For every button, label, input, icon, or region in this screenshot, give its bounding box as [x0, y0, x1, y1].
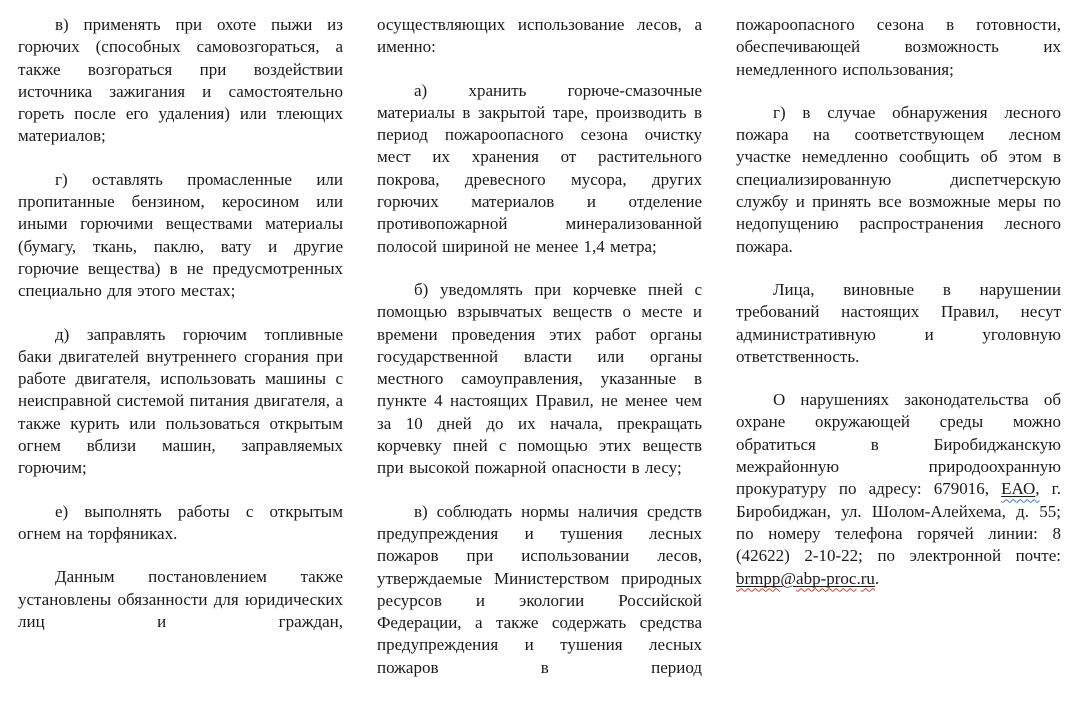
- paragraph-item-v2-continuation: пожароопасного сезона в готовности, обеспечивающей возможность их немедленного использования;: [736, 15, 1061, 79]
- paragraph-item-b: б) уведомлять при корчевке пней с помощью взрывчатых веществ о месте и времени проведения этих работ органы государственной власти или органы местного самоуправления, указанные в пункте 4 настоящих Правил, не менее чем за 10 дней до их начала, прекращать корчевку пней с помощью этих веществ при высокой пожарной опасности в лесу;: [377, 279, 702, 478]
- email-link[interactable]: [736, 569, 875, 588]
- email-dot: .: [856, 568, 861, 588]
- paragraph-item-g: г) оставлять промасленные или пропитанные бензином, керосином или иными горючими веществами материалы (бумагу, ткань, паклю, вату и другие горючие вещества) в не предусмотренных специально для этого местах;: [18, 169, 343, 301]
- contact-text-before-region: О нарушениях законодательства об охране окружающей среды можно обратиться в Биробиджанскую межрайонную природоохранную прокуратуру по адресу: 679016,: [736, 390, 1061, 499]
- email-at-sign: @: [780, 568, 797, 588]
- paragraph-item-v: в) применять при охоте пыжи из горючих (способных самовозгораться, а также возгораться при воздействии источника зажигания и самостоятельно гореть после его удаления) или тлеющих материалов;: [18, 15, 343, 146]
- text-column-1: [18, 14, 343, 718]
- email-user-part: brmpp: [736, 568, 781, 588]
- paragraph-item-g2: г) в случае обнаружения лесного пожара на соответствующем лесном участке немедленно сообщить об этом в специализированную диспетчерскую службу и принять все возможные меры по недопущению распространения лесного пожара.: [736, 102, 1061, 256]
- contact-text-address-phone: г. Биробиджан, ул. Шолом-Алейхема, д. 55; по номеру телефона горячей линии: 8 (42622) 2-10-22; по электронной почте:: [736, 479, 1061, 566]
- region-abbreviation-underlined: ЕАО: [1001, 479, 1036, 499]
- paragraph-item-d: д) заправлять горючим топливные баки двигателей внутреннего сгорания при работе двигателя, использовать машины с неисправной системой питания двигателя, а также курить или пользоваться открытым огнем вблизи машин, заправляемых горючим;: [18, 324, 343, 478]
- region-comma: ,: [1035, 479, 1040, 499]
- paragraph-prosecutor-contacts: [736, 389, 1061, 590]
- paragraph-item-e: е) выполнять работы с открытым огнем на торфяниках.: [18, 501, 343, 543]
- text-column-2: [377, 14, 702, 718]
- paragraph-item-a: а) хранить горюче-смазочные материалы в закрытой таре, производить в период пожароопасного сезона очистку мест их хранения от растительного покрова, древесного мусора, других горючих материалов и отделение противопожарной минерализованной полосой шириной не менее 1,4 метра;: [377, 80, 702, 256]
- grammar-check-region: [1001, 479, 1039, 498]
- text-column-3: [736, 14, 1061, 718]
- paragraph-resolution-duties: Данным постановлением также установлены обязанности для юридических лиц и граждан,: [18, 567, 343, 631]
- paragraph-duties-continuation: осуществляющих использование лесов, а именно:: [377, 15, 702, 57]
- email-tld-part: ru: [860, 568, 875, 588]
- email-domain-part: abp-proc: [796, 568, 857, 588]
- paragraph-liability: Лица, виновные в нарушении требований настоящих Правил, несут административную и уголовную ответственность.: [736, 279, 1061, 366]
- sentence-period: .: [874, 568, 880, 588]
- paragraph-item-v2: в) соблюдать нормы наличия средств предупреждения и тушения лесных пожаров при использовании лесов, утверждаемые Министерством природных ресурсов и экологии Российской Федерации, а также содержать средства предупреждения и тушения лесных пожаров в период: [377, 501, 702, 677]
